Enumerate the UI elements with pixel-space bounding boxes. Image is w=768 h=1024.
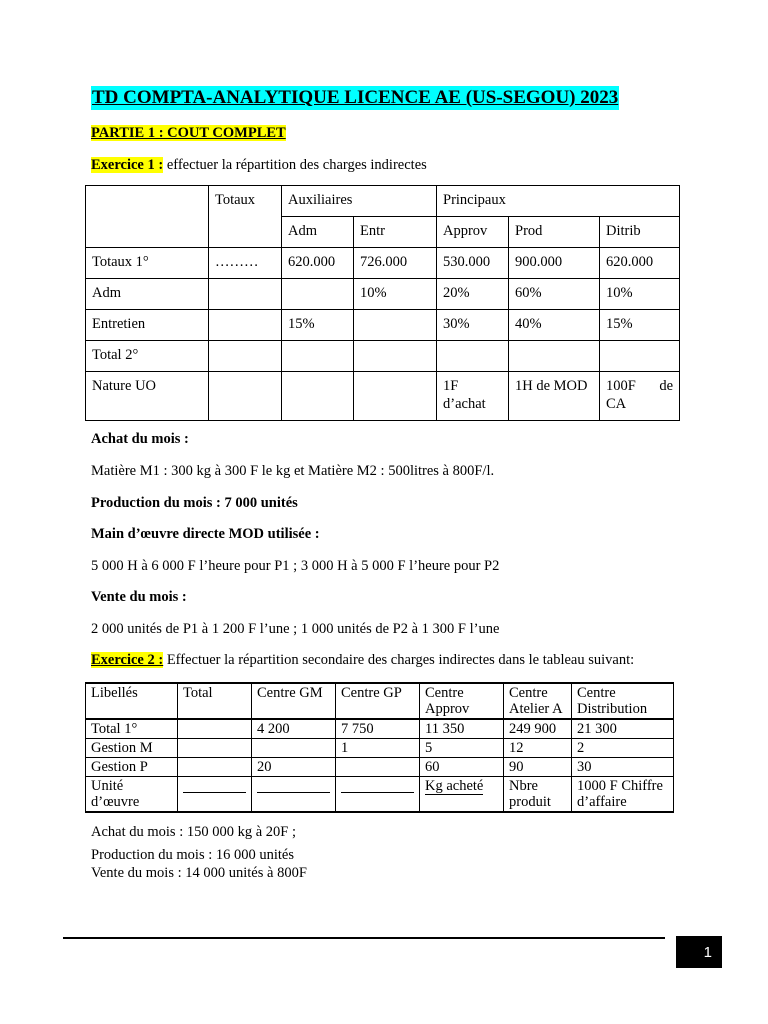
table-cell xyxy=(336,777,420,813)
table-cell xyxy=(600,372,680,421)
exercise1-heading xyxy=(91,156,427,174)
table-cell: 5 xyxy=(420,739,504,758)
table-header-cell: Centre Atelier A xyxy=(504,683,572,719)
table-cell: 15% xyxy=(600,310,680,341)
table-header-cell: Prod xyxy=(509,217,600,248)
uo-distrib-unit: CA xyxy=(606,396,627,412)
blank-line xyxy=(341,792,414,793)
table-cell xyxy=(420,777,504,813)
mod-heading: Main d’œuvre directe MOD utilisée : xyxy=(91,526,320,542)
table-cell: Gestion M xyxy=(86,739,178,758)
table-header-cell: Centre Approv xyxy=(420,683,504,719)
ex2-vente-text: Vente du mois : 14 000 unités à 800F xyxy=(91,865,307,881)
table-header-cell: Adm xyxy=(282,217,354,248)
table-cell: 249 900 xyxy=(504,719,572,739)
table-cell: 90 xyxy=(504,758,572,777)
table-cell xyxy=(600,341,680,372)
table-cell: Unité d’œuvre xyxy=(86,777,178,813)
table-cell: 40% xyxy=(509,310,600,341)
table-cell: Nbre produit xyxy=(504,777,572,813)
table-header-cell: Principaux xyxy=(437,186,680,217)
table-cell xyxy=(209,341,282,372)
page-number: 1 xyxy=(676,936,722,968)
ex2-production-text: Production du mois : 16 000 unités xyxy=(91,847,294,863)
table-cell: 4 200 xyxy=(252,719,336,739)
exercise1-text: effectuer la répartition des charges indirectes xyxy=(163,157,427,173)
table-charges-indirectes xyxy=(85,185,680,421)
table-cell xyxy=(336,758,420,777)
table-cell xyxy=(282,279,354,310)
table-cell: Entretien xyxy=(86,310,209,341)
mod-text: 5 000 H à 6 000 F l’heure pour P1 ; 3 000 H à 5 000 F l’heure pour P2 xyxy=(91,558,500,574)
partie1-label: PARTIE 1 : COUT COMPLET xyxy=(91,125,286,141)
uo-distrib-de: de xyxy=(659,378,673,394)
achat-heading: Achat du mois : xyxy=(91,431,189,447)
table-cell: 15% xyxy=(282,310,354,341)
table-cell: 1H de MOD xyxy=(509,372,600,421)
table-cell: Totaux 1° xyxy=(86,248,209,279)
vente-text: 2 000 unités de P1 à 1 200 F l’une ; 1 000 unités de P2 à 1 300 F l’une xyxy=(91,621,500,637)
table-cell: 30 xyxy=(572,758,674,777)
table-cell: 7 750 xyxy=(336,719,420,739)
uo-distrib-value: 100F xyxy=(606,378,636,394)
table-cell xyxy=(252,777,336,813)
table-header-cell: Total xyxy=(178,683,252,719)
table-cell xyxy=(209,310,282,341)
table-header-row xyxy=(86,186,680,217)
table-row xyxy=(86,758,674,777)
table-header-cell: Centre Distribution xyxy=(572,683,674,719)
table-cell xyxy=(209,372,282,421)
table-repartition-secondaire xyxy=(85,682,674,813)
table-cell xyxy=(178,777,252,813)
table-cell: 12 xyxy=(504,739,572,758)
table-cell xyxy=(178,758,252,777)
table-cell: ……… xyxy=(209,248,282,279)
ex2-achat-text: Achat du mois : 150 000 kg à 20F ; xyxy=(91,824,297,840)
vente-heading: Vente du mois : xyxy=(91,589,187,605)
table-header-cell: Centre GM xyxy=(252,683,336,719)
exercise2-label: Exercice 2 : xyxy=(91,652,164,668)
table-row xyxy=(86,372,680,421)
section-heading-partie1 xyxy=(91,124,286,142)
table-row xyxy=(86,777,674,813)
table-cell: 60% xyxy=(509,279,600,310)
table-row xyxy=(86,341,680,372)
table-cell: 1000 F Chiffre d’affaire xyxy=(572,777,674,813)
exercise2-text: Effectuer la répartition secondaire des charges indirectes dans le tableau suivant: xyxy=(163,652,635,668)
table-cell: Adm xyxy=(86,279,209,310)
table-cell: 620.000 xyxy=(600,248,680,279)
achat-text: Matière M1 : 300 kg à 300 F le kg et Matière M2 : 500litres à 800F/l. xyxy=(91,463,495,479)
table-cell xyxy=(509,341,600,372)
table-cell: 10% xyxy=(354,279,437,310)
table-row xyxy=(86,739,674,758)
table-cell xyxy=(437,341,509,372)
table-cell: 60 xyxy=(420,758,504,777)
table-cell xyxy=(282,341,354,372)
table-header-cell: Entr xyxy=(354,217,437,248)
production-heading: Production du mois : 7 000 unités xyxy=(91,495,298,511)
table-cell: Total 2° xyxy=(86,341,209,372)
table-header-cell: Auxiliaires xyxy=(282,186,437,217)
table-cell: 1F d’achat xyxy=(437,372,509,421)
document-title: TD COMPTA-ANALYTIQUE LICENCE AE (US-SEGOU) 2023 xyxy=(92,87,619,108)
table-cell xyxy=(354,310,437,341)
uo-approv: Kg acheté xyxy=(425,778,484,794)
table-cell xyxy=(354,341,437,372)
table-cell: 620.000 xyxy=(282,248,354,279)
table-cell: Gestion P xyxy=(86,758,178,777)
table-header-cell: Centre GP xyxy=(336,683,420,719)
table-cell: 21 300 xyxy=(572,719,674,739)
table-header-cell: Ditrib xyxy=(600,217,680,248)
table-row xyxy=(86,279,680,310)
table-corner-cell xyxy=(86,186,209,248)
table-header-cell: Approv xyxy=(437,217,509,248)
table-cell: 20 xyxy=(252,758,336,777)
table-cell: 900.000 xyxy=(509,248,600,279)
exercise1-label: Exercice 1 : xyxy=(91,157,164,173)
table-cell xyxy=(354,372,437,421)
footer-rule xyxy=(63,937,665,939)
blank-line xyxy=(183,792,246,793)
table-cell: 726.000 xyxy=(354,248,437,279)
exercise2-heading xyxy=(91,651,634,669)
table-cell xyxy=(178,739,252,758)
table-row xyxy=(86,310,680,341)
table-header-cell: Totaux xyxy=(209,186,282,248)
table-cell: 2 xyxy=(572,739,674,758)
table-cell xyxy=(178,719,252,739)
table-row xyxy=(86,719,674,739)
table-cell xyxy=(209,279,282,310)
blank-line xyxy=(257,792,330,793)
table-cell xyxy=(282,372,354,421)
table-cell xyxy=(252,739,336,758)
table-cell: Nature UO xyxy=(86,372,209,421)
table-cell: 20% xyxy=(437,279,509,310)
table-cell: 10% xyxy=(600,279,680,310)
table-cell: Total 1° xyxy=(86,719,178,739)
table-header-cell: Libellés xyxy=(86,683,178,719)
table-cell: 530.000 xyxy=(437,248,509,279)
table-row xyxy=(86,248,680,279)
table-header-row xyxy=(86,683,674,719)
table-cell: 11 350 xyxy=(420,719,504,739)
table-cell: 1 xyxy=(336,739,420,758)
table-cell: 30% xyxy=(437,310,509,341)
